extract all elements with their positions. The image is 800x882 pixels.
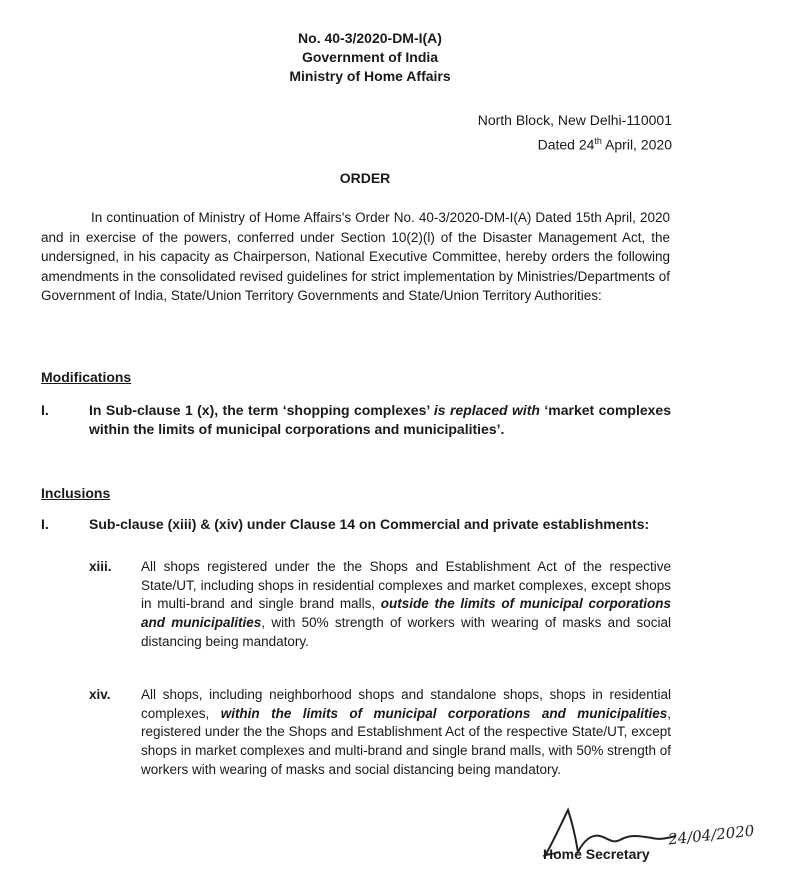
letterhead bbox=[200, 29, 540, 86]
item-text: Sub-clause (xiii) & (xiv) under Clause 14 on Commercial and private establishments: bbox=[89, 516, 650, 532]
handwritten-date: 24/04/2020 bbox=[667, 821, 756, 849]
order-title: ORDER bbox=[339, 170, 391, 186]
clause-number: xiv. bbox=[89, 687, 111, 702]
modifications-heading: Modifications bbox=[41, 369, 132, 385]
intro-paragraph: In continuation of Ministry of Home Affairs's Order No. 40-3/2020-DM-I(A) Dated 15th April, 2020 and in exercise of the powers, conferred under Section 10(2)(l) of the Disaster Management Act, the undersigned, in his capacity as Chairperson, National Executive Committee, hereby orders the following amendments in the consolidated revised guidelines for strict implementation by Ministries/Departments of Government of India, State/Union Territory Governments and State/Union Territory Authorities: bbox=[41, 210, 670, 303]
clause-xiii bbox=[89, 558, 671, 652]
modification-item bbox=[41, 401, 671, 439]
item-text: In Sub-clause 1 (x), the term ‘shopping complexes’ is replaced with ‘market complexes within the limits of municipal corporations and municipalities’. bbox=[89, 402, 671, 437]
address-block bbox=[478, 110, 672, 156]
inclusion-item bbox=[41, 515, 671, 534]
signatory-title: Home Secretary bbox=[543, 846, 650, 862]
clause-text: All shops, including neighborhood shops and standalone shops, shops in residential complexes, within the limits of municipal corporations and municipalities, registered under the the Shops and Establishment Act of the respective State/UT, except shops in market complexes and multi-brand and single brand malls, with 50% strength of workers with wearing of masks and social distancing being mandatory. bbox=[141, 687, 672, 777]
order-number: No. 40-3/2020-DM-I(A) bbox=[298, 30, 442, 46]
government-name: Government of India bbox=[301, 49, 439, 65]
address-location: North Block, New Delhi-110001 bbox=[477, 112, 672, 128]
ministry-name: Ministry of Home Affairs bbox=[289, 68, 451, 84]
item-number: I. bbox=[41, 516, 49, 532]
item-number: I. bbox=[41, 402, 49, 418]
inclusions-heading: Inclusions bbox=[41, 485, 111, 501]
address-date: Dated 24th April, 2020 bbox=[537, 136, 672, 153]
clause-xiv bbox=[89, 686, 671, 780]
clause-number: xiii. bbox=[89, 559, 112, 574]
clause-text: All shops registered under the the Shops and Establishment Act of the respective State/UT, including shops in residential complexes and market complexes, except shops in multi-brand and single brand malls, outside the limits of municipal corporations and municipalities, with 50% strength of workers with wearing of masks and social distancing being mandatory. bbox=[141, 559, 672, 649]
